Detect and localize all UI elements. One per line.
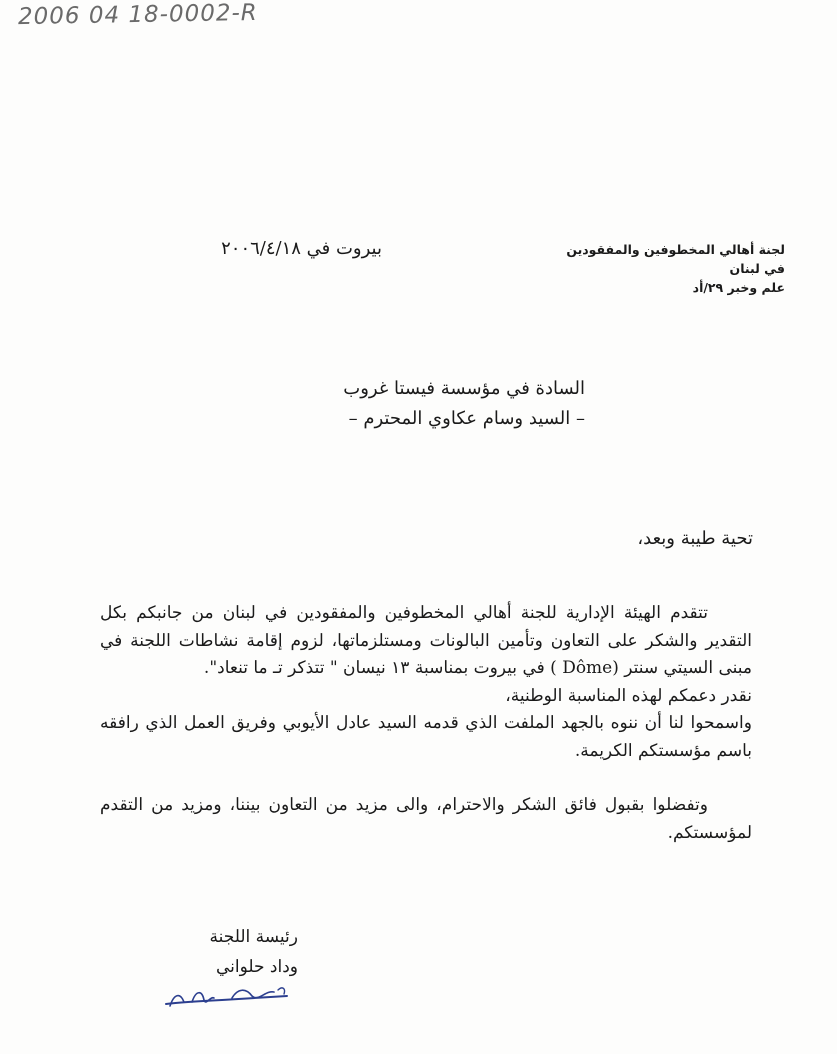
letter-body (100, 600, 752, 847)
signatory-block (180, 922, 298, 982)
body-paragraph-thanks: تتقدم الهيئة الإدارية للجنة أهالي المخطوفين والمفقودين في لبنان من جانبكم بكل التقدير والشكر على التعاون وتأمين البالونات ومستلزماتها، لزوم إقامة نشاطات اللجنة في مبنى السيتي سنتر (Dôme ) في بيروت بمناسبة ١٣ نيسان " تتذكر تـ ما تنعاد". (100, 603, 752, 678)
signatory-name: وداد حلواني (215, 957, 298, 977)
organization-registration: علم وخبر ٢٩/أد (692, 280, 785, 295)
organization-country: في لبنان (729, 261, 785, 276)
signatory-title: رئيسة اللجنة (209, 927, 298, 947)
recipient-company: السادة في مؤسسة فيستا غروب (343, 378, 585, 399)
body-paragraph-closing: وتفضلوا بقبول فائق الشكر والاحترام، والى مزيد من التعاون بيننا، ومزيد من التقدم لمؤسستكم. (100, 795, 752, 843)
salutation: تحية طيبة وبعد، (637, 528, 753, 549)
handwritten-signature-icon (162, 984, 292, 1012)
recipient-block (300, 374, 585, 434)
recipient-person: – السيد وسام عكاوي المحترم – (348, 408, 585, 429)
body-paragraph-support: نقدر دعمكم لهذه المناسبة الوطنية، (505, 685, 752, 706)
organization-name: لجنة أهالي المخطوفين والمفقودين (566, 242, 785, 257)
body-paragraph-acknowledgement: واسمحوا لنا أن ننوه بالجهد الملفت الذي قدمه السيد عادل الأيوبي وفريق العمل الذي رافقه باسم مؤسستكم الكريمة. (100, 713, 752, 761)
reference-number: 2006 04 18-0002-R (17, 0, 259, 31)
organization-header (545, 240, 785, 297)
date-line: بيروت في ٢٠٠٦/٤/١٨ (221, 238, 382, 259)
